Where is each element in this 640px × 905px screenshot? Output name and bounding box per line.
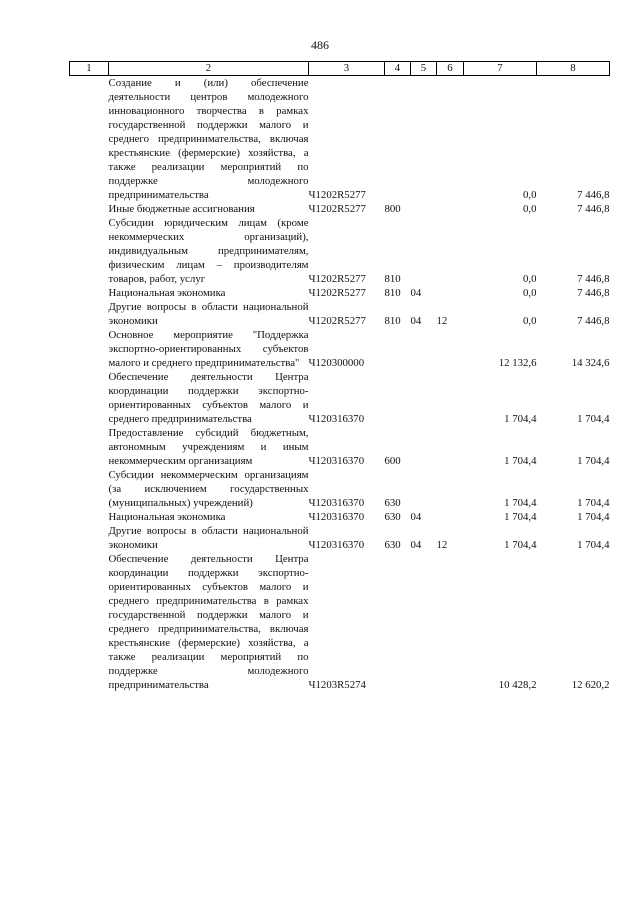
subsection-cell — [437, 468, 464, 510]
subsection-cell — [437, 426, 464, 468]
section-cell — [411, 76, 437, 203]
section-cell — [411, 370, 437, 426]
expense-type-cell: 630 — [384, 497, 401, 509]
target-article-cell: Ч120316370 — [308, 497, 365, 509]
column-header-3: 3 — [309, 62, 385, 76]
expense-name-cell: Иные бюджетные ассигнования — [108, 203, 255, 215]
amount-year2-cell: 7 446,8 — [577, 203, 610, 215]
column-header-4: 4 — [385, 62, 411, 76]
expense-name-cell: Основное мероприятие "Поддержка экспортно-ориентированных субъектов малого и среднего предпринимательства" — [108, 329, 309, 369]
expense-name-cell: Предоставление субсидий бюджетным, автономным учреждениям и иным некоммерческим организациям — [108, 427, 309, 467]
expense-name-cell: Создание и (или) обеспечение деятельности центров молодежного инновационного творчества в рамках государственной поддержки малого и среднего предпринимательства, включая крестьянские (фермерские) хозяйства, а также реализации мероприятий по поддержке молодежного предпринимательства — [108, 77, 309, 201]
section-cell — [411, 552, 437, 692]
target-article-cell: Ч1202R5277 — [308, 315, 366, 327]
target-article-cell: Ч120300000 — [308, 357, 365, 369]
column-header-2: 2 — [109, 62, 309, 76]
table-body — [70, 76, 610, 693]
expense-type-cell: 600 — [384, 455, 401, 467]
amount-year1-cell: 1 704,4 — [504, 497, 537, 509]
section-cell: 04 — [410, 539, 422, 551]
table-row — [70, 468, 610, 510]
section-cell — [411, 328, 437, 370]
blank-cell — [70, 524, 109, 552]
amount-year1-cell: 0,0 — [523, 203, 537, 215]
expense-type-cell — [385, 76, 411, 203]
amount-year1-cell: 12 132,6 — [498, 357, 537, 369]
subsection-cell — [437, 552, 464, 692]
target-article-cell: Ч120316370 — [308, 455, 365, 467]
target-article-cell: Ч1202R5277 — [308, 189, 366, 201]
section-cell — [411, 202, 437, 216]
amount-year1-cell: 0,0 — [523, 273, 537, 285]
section-cell — [411, 426, 437, 468]
column-header-5: 5 — [411, 62, 437, 76]
target-article-cell: Ч1202R5277 — [308, 287, 366, 299]
blank-cell — [70, 202, 109, 216]
subsection-cell: 12 — [436, 539, 448, 551]
amount-year2-cell: 1 704,4 — [577, 497, 610, 509]
blank-cell — [70, 328, 109, 370]
amount-year2-cell: 1 704,4 — [577, 511, 610, 523]
section-cell: 04 — [410, 315, 422, 327]
amount-year1-cell: 0,0 — [523, 189, 537, 201]
target-article-cell: Ч1202R5277 — [308, 273, 366, 285]
amount-year2-cell: 1 704,4 — [577, 455, 610, 467]
blank-cell — [70, 216, 109, 286]
expense-name-cell: Другие вопросы в области национальной экономики — [108, 301, 309, 327]
amount-year2-cell: 12 620,2 — [571, 679, 610, 691]
target-article-cell: Ч120316370 — [308, 413, 365, 425]
table-row — [70, 328, 610, 370]
amount-year1-cell: 1 704,4 — [504, 511, 537, 523]
page-number: 486 — [311, 38, 329, 52]
expense-type-cell: 630 — [384, 539, 401, 551]
column-header-6: 6 — [437, 62, 464, 76]
section-cell — [411, 216, 437, 286]
column-header-8: 8 — [537, 62, 610, 76]
amount-year1-cell: 1 704,4 — [504, 539, 537, 551]
expense-type-cell — [385, 328, 411, 370]
table-row — [70, 510, 610, 524]
amount-year2-cell: 1 704,4 — [577, 413, 610, 425]
amount-year2-cell: 7 446,8 — [577, 189, 610, 201]
expense-name-cell: Субсидии некоммерческим организациям (за исключением государственных (муниципальных) учреждений) — [108, 469, 309, 509]
table-row — [70, 552, 610, 692]
blank-cell — [70, 300, 109, 328]
amount-year1-cell: 1 704,4 — [504, 455, 537, 467]
amount-year1-cell: 0,0 — [523, 287, 537, 299]
section-cell — [411, 468, 437, 510]
amount-year2-cell: 14 324,6 — [571, 357, 610, 369]
target-article-cell: Ч120316370 — [308, 511, 365, 523]
table-row — [70, 216, 610, 286]
amount-year2-cell: 7 446,8 — [577, 287, 610, 299]
expense-type-cell: 810 — [384, 287, 401, 299]
blank-cell — [70, 510, 109, 524]
table-header — [70, 62, 610, 76]
target-article-cell: Ч1202R5277 — [308, 203, 366, 215]
table-row — [70, 524, 610, 552]
table-row — [70, 300, 610, 328]
subsection-cell: 12 — [436, 315, 448, 327]
section-cell: 04 — [410, 287, 422, 299]
amount-year2-cell: 1 704,4 — [577, 539, 610, 551]
subsection-cell — [437, 510, 464, 524]
amount-year1-cell: 1 704,4 — [504, 413, 537, 425]
table-row — [70, 76, 610, 203]
expense-type-cell: 810 — [384, 315, 401, 327]
column-header-7: 7 — [464, 62, 537, 76]
header-row — [70, 62, 610, 76]
subsection-cell — [437, 76, 464, 203]
section-cell: 04 — [410, 511, 422, 523]
amount-year1-cell: 10 428,2 — [498, 679, 537, 691]
blank-cell — [70, 426, 109, 468]
expense-name-cell: Национальная экономика — [108, 511, 226, 523]
target-article-cell: Ч120316370 — [308, 539, 365, 551]
column-header-1: 1 — [70, 62, 109, 76]
expense-type-cell: 800 — [384, 203, 401, 215]
expense-name-cell: Национальная экономика — [108, 287, 226, 299]
expense-type-cell — [385, 370, 411, 426]
table-row — [70, 370, 610, 426]
table-row — [70, 202, 610, 216]
expense-type-cell — [385, 552, 411, 692]
expense-name-cell: Другие вопросы в области национальной экономики — [108, 525, 309, 551]
expense-type-cell: 630 — [384, 511, 401, 523]
table-row — [70, 426, 610, 468]
subsection-cell — [437, 202, 464, 216]
budget-table — [69, 61, 610, 692]
amount-year1-cell: 0,0 — [523, 315, 537, 327]
table-row — [70, 286, 610, 300]
expense-name-cell: Субсидии юридическим лицам (кроме некоммерческих организаций), индивидуальным предпринимателям, физическим лицам – производителям товаров, работ, услуг — [108, 217, 309, 285]
subsection-cell — [437, 370, 464, 426]
blank-cell — [70, 468, 109, 510]
subsection-cell — [437, 216, 464, 286]
target-article-cell: Ч1203R5274 — [308, 679, 366, 691]
expense-name-cell: Обеспечение деятельности Центра координации поддержки экспортно-ориентированных субъектов малого и среднего предпринимательства — [108, 371, 309, 425]
blank-cell — [70, 76, 109, 203]
expense-type-cell: 810 — [384, 273, 401, 285]
amount-year2-cell: 7 446,8 — [577, 273, 610, 285]
expense-name-cell: Обеспечение деятельности Центра координации поддержки экспортно-ориентированных субъектов малого и среднего предпринимательства в рамках государственной поддержки малого и среднего предпринимательства, включая крестьянские (фермерские) хозяйства, а также реализации мероприятий по поддержке молодежного предпринимательства — [108, 553, 309, 691]
blank-cell — [70, 286, 109, 300]
subsection-cell — [437, 328, 464, 370]
blank-cell — [70, 552, 109, 692]
subsection-cell — [437, 286, 464, 300]
amount-year2-cell: 7 446,8 — [577, 315, 610, 327]
blank-cell — [70, 370, 109, 426]
